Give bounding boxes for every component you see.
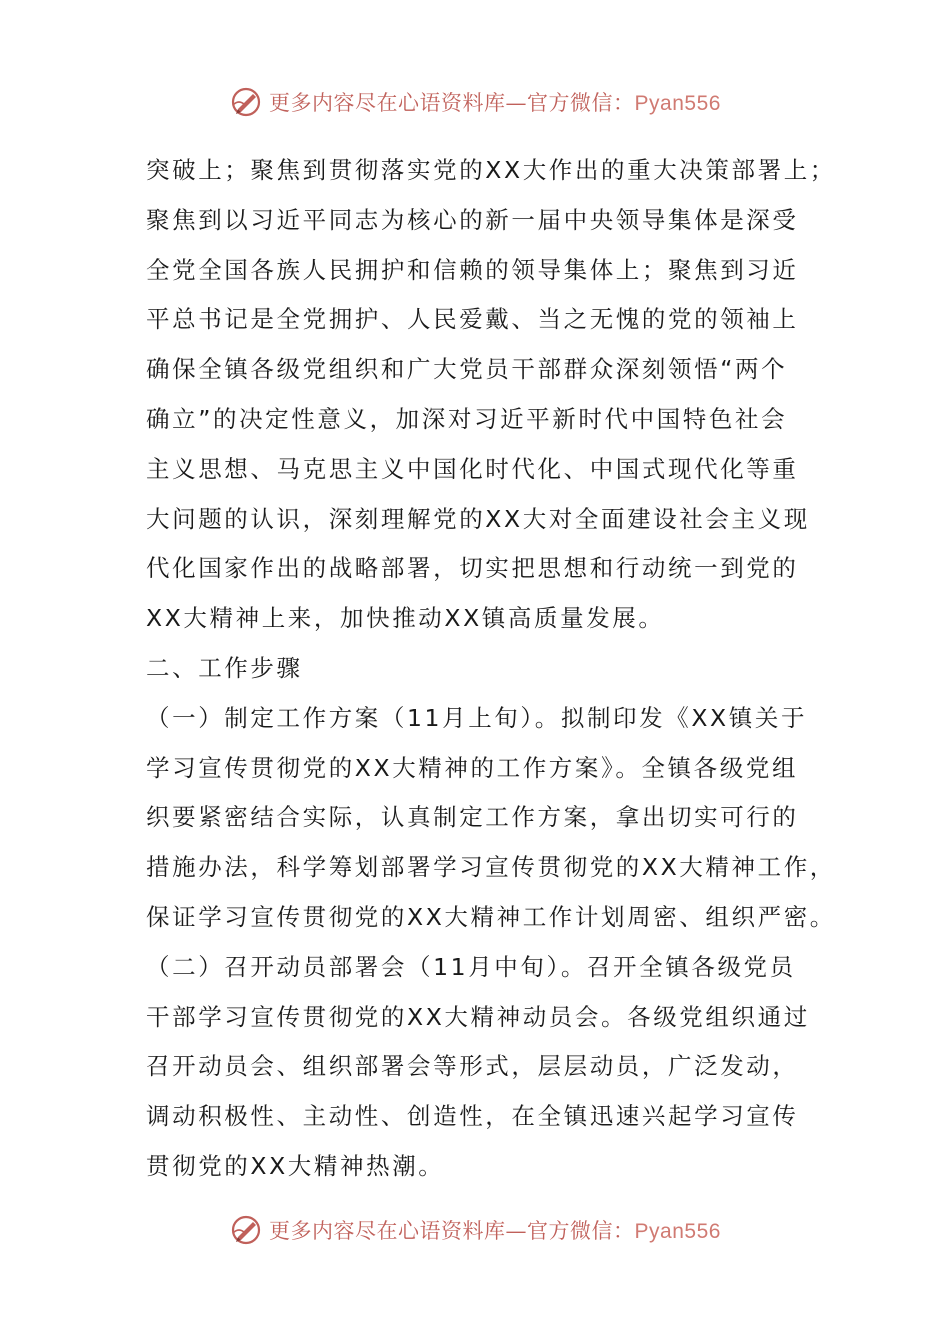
watermark-main: 更多内容尽在心语资料库 bbox=[269, 1219, 506, 1243]
watermark-separator: — bbox=[505, 1219, 528, 1243]
watermark-wechat-label: 官方微信： bbox=[527, 91, 635, 115]
document-body bbox=[146, 146, 836, 1192]
text-line: 代化国家作出的战略部署，切实把思想和行动统一到党的 bbox=[146, 554, 799, 583]
watermark-text bbox=[269, 1215, 721, 1245]
watermark-wechat-id: Pyan556 bbox=[634, 1220, 721, 1243]
text-line: 措施办法，科学筹划部署学习宣传贯彻党的XX大精神工作， bbox=[146, 853, 836, 882]
text-line: 确立”的决定性意义，加深对习近平新时代中国特色社会 bbox=[146, 404, 788, 433]
text-line: 调动积极性、主动性、创造性，在全镇迅速兴起学习宣传 bbox=[146, 1102, 799, 1131]
text-line: 学习宣传贯彻党的XX大精神的工作方案》。全镇各级党组 bbox=[146, 753, 799, 782]
header-watermark bbox=[0, 82, 950, 122]
text-line: XX大精神上来，加快推动XX镇高质量发展。 bbox=[146, 604, 665, 633]
text-line: 召开动员会、组织部署会等形式，层层动员，广泛发动， bbox=[146, 1052, 799, 1081]
text-line: （一）制定工作方案（11月上旬）。拟制印发《XX镇关于 bbox=[146, 703, 808, 732]
section-heading: 二、工作步骤 bbox=[146, 653, 303, 682]
text-line: 干部学习宣传贯彻党的XX大精神动员会。各级党组织通过 bbox=[146, 1002, 810, 1031]
watermark-text bbox=[269, 87, 721, 117]
watermark-wechat-id: Pyan556 bbox=[634, 92, 721, 115]
watermark-wechat-label: 官方微信： bbox=[527, 1219, 635, 1243]
text-line: 保证学习宣传贯彻党的XX大精神工作计划周密、组织严密。 bbox=[146, 902, 836, 931]
text-line: 突破上；聚焦到贯彻落实党的XX大作出的重大决策部署上； bbox=[146, 156, 836, 184]
text-line: 主义思想、马克思主义中国化时代化、中国式现代化等重 bbox=[146, 454, 799, 483]
footer-watermark bbox=[0, 1210, 950, 1250]
text-line: （二）召开动员部署会（11月中旬）。召开全镇各级党员 bbox=[146, 952, 796, 981]
watermark-main: 更多内容尽在心语资料库 bbox=[269, 91, 506, 115]
text-line: 全党全国各族人民拥护和信赖的领导集体上；聚焦到习近 bbox=[146, 255, 799, 284]
pen-logo-icon bbox=[229, 85, 263, 119]
text-line: 贯彻党的XX大精神热潮。 bbox=[146, 1151, 445, 1180]
watermark-separator: — bbox=[505, 91, 528, 115]
text-line: 聚焦到以习近平同志为核心的新一届中央领导集体是深受 bbox=[146, 205, 799, 234]
text-line: 平总书记是全党拥护、人民爱戴、当之无愧的党的领袖上 bbox=[146, 305, 799, 334]
pen-logo-icon bbox=[229, 1213, 263, 1247]
text-line: 大问题的认识，深刻理解党的XX大对全面建设社会主义现 bbox=[146, 504, 810, 533]
text-line: 确保全镇各级党组织和广大党员干部群众深刻领悟“两个 bbox=[146, 355, 788, 384]
text-line: 织要紧密结合实际，认真制定工作方案，拿出切实可行的 bbox=[146, 803, 799, 832]
